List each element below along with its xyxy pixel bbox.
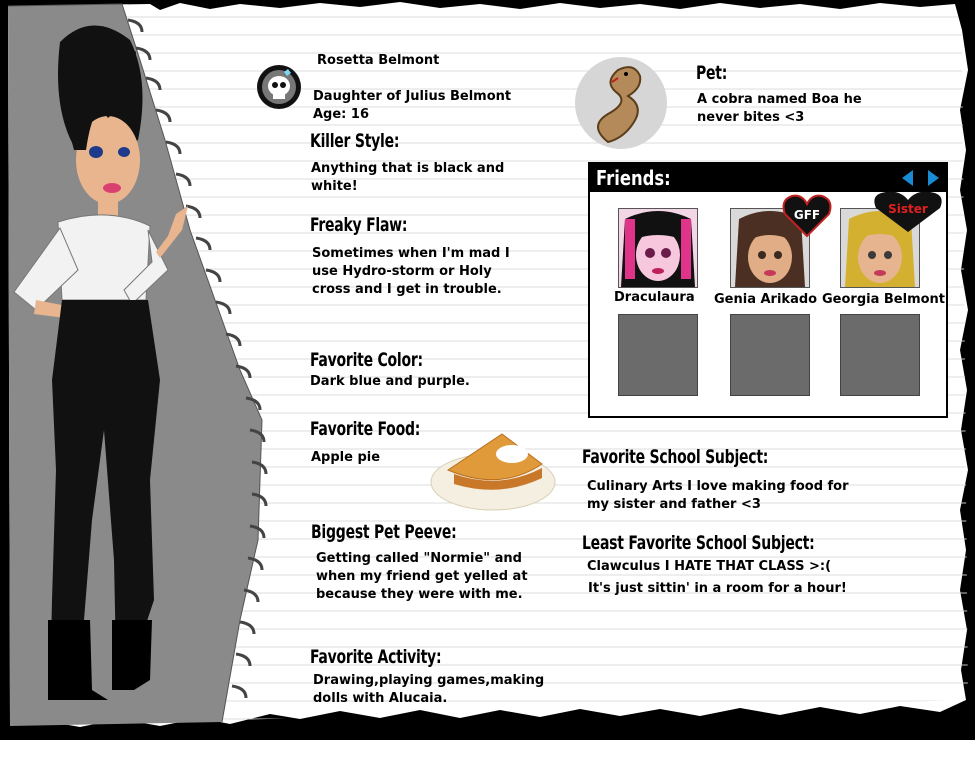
pet-text: A cobra named Boa he never bites <3 xyxy=(697,92,862,125)
freaky-flaw-heading: Freaky Flaw: xyxy=(310,214,408,236)
favorite-subject-text: Culinary Arts I love making food for my sister and father <3 xyxy=(587,479,849,512)
next-arrow-icon[interactable] xyxy=(928,170,939,186)
friend-name-draculaura: Draculaura xyxy=(614,290,695,305)
character-parent: Daughter of Julius Belmont xyxy=(313,89,512,104)
pet-peeve-text: Getting called "Normie" and when my friend get yelled at because they were with me. xyxy=(316,551,528,602)
killer-style-text: Anything that is black and white! xyxy=(311,161,505,194)
friend-name-georgia: Georgia Belmont xyxy=(822,292,946,307)
prev-arrow-icon[interactable] xyxy=(902,170,913,186)
favorite-color-text: Dark blue and purple. xyxy=(310,374,470,389)
friend-portrait-draculaura[interactable] xyxy=(618,208,698,288)
apple-pie-icon xyxy=(430,430,556,512)
least-subject-line2: It's just sittin' in a room for a hour! xyxy=(588,581,847,596)
empty-friend-slot[interactable] xyxy=(618,314,698,396)
friends-panel xyxy=(588,162,948,418)
character-age: Age: 16 xyxy=(313,107,369,122)
friends-header xyxy=(590,164,946,192)
least-subject-line1: Clawculus I HATE THAT CLASS >:( xyxy=(587,559,832,574)
draculaura-portrait-icon xyxy=(619,209,697,287)
killer-style-heading: Killer Style: xyxy=(310,130,400,152)
character-figure xyxy=(0,0,260,720)
favorite-color-heading: Favorite Color: xyxy=(310,349,423,371)
cobra-icon xyxy=(574,56,668,150)
favorite-food-heading: Favorite Food: xyxy=(310,418,421,440)
empty-friend-slot[interactable] xyxy=(730,314,810,396)
skull-logo-icon xyxy=(256,64,302,110)
favorite-activity-heading: Favorite Activity: xyxy=(310,646,442,668)
favorite-food-text: Apple pie xyxy=(311,450,381,465)
freaky-flaw-text: Sometimes when I'm mad I use Hydro-storm or Holy cross and I get in trouble. xyxy=(312,246,510,297)
pet-heading: Pet: xyxy=(696,62,728,84)
gff-badge: GFF xyxy=(793,208,821,222)
character-name: Rosetta Belmont xyxy=(317,53,440,68)
friends-title: Friends: xyxy=(596,166,671,190)
friend-name-genia: Genia Arikado xyxy=(714,292,818,307)
pet-peeve-heading: Biggest Pet Peeve: xyxy=(311,521,457,543)
favorite-activity-text: Drawing,playing games,making dolls with Alucaia. xyxy=(313,673,545,706)
favorite-subject-heading: Favorite School Subject: xyxy=(582,446,769,468)
empty-friend-slot[interactable] xyxy=(840,314,920,396)
least-subject-heading: Least Favorite School Subject: xyxy=(582,532,815,554)
sister-badge: Sister xyxy=(888,202,928,216)
